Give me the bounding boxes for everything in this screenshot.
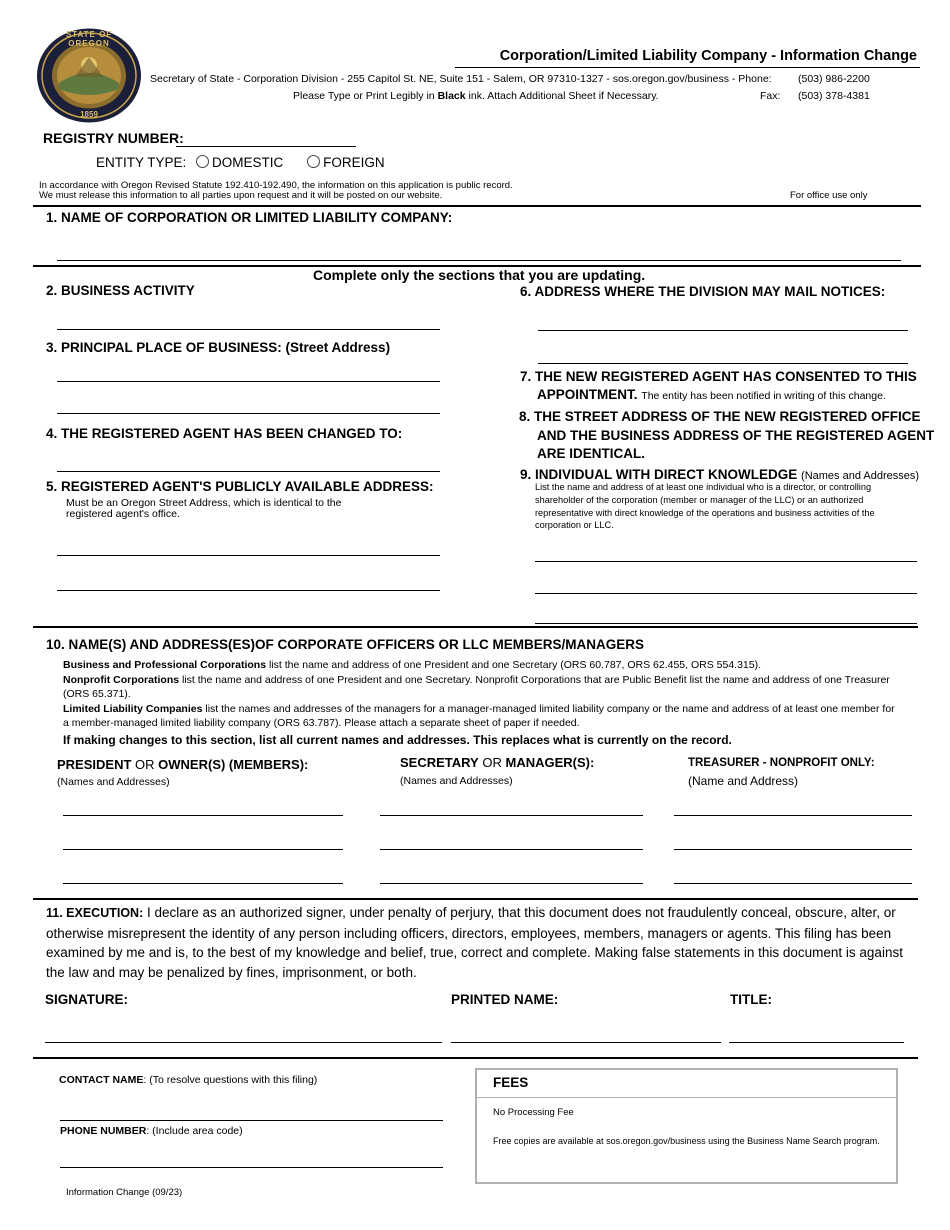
bp-instruction bbox=[63, 658, 898, 673]
contact-name-field[interactable] bbox=[60, 1120, 443, 1121]
execution-text: I declare as an authorized signer, under penalty of perjury, that this document does not fraudulently conceal, obscure, alter, or otherwise misrepresent the identity of any person including officers, directors, employees, members, managers or agents. This filing has been examined by me and is, to the best of my knowledge and belief, true, correct and complete. Making false statements in this document is against the law and may be penalized by fines, imprisonment, or both. bbox=[46, 905, 903, 980]
president-sub: (Names and Addresses) bbox=[57, 776, 170, 788]
llc-text: list the names and addresses of the managers for a manager-managed limited liability company or the name and address of at least one member for a member-managed limited liability company (ORS 63.787). Please attach a separate sheet of paper if needed. bbox=[63, 702, 895, 729]
managers-label: MANAGER(S): bbox=[505, 755, 595, 770]
section-8-line-1: 8. THE STREET ADDRESS OF THE NEW REGISTERED OFFICE bbox=[519, 409, 921, 424]
public-record-notice-2: We must release this information to all parties upon request and it will be posted on our website. bbox=[39, 190, 443, 201]
section-2-heading: 2. BUSINESS ACTIVITY bbox=[46, 283, 195, 298]
fees-free-copies: Free copies are available at sos.oregon.gov/business using the Business Name Search program. bbox=[493, 1136, 880, 1146]
phone-number-note: : (Include area code) bbox=[146, 1125, 243, 1137]
section-1-heading: 1. NAME OF CORPORATION OR LIMITED LIABILITY COMPANY: bbox=[46, 210, 453, 225]
entity-type-label: ENTITY TYPE: bbox=[96, 155, 187, 170]
foreign-radio[interactable] bbox=[307, 155, 320, 168]
secretary-or: OR bbox=[482, 755, 502, 770]
bp-bold: Business and Professional Corporations bbox=[63, 659, 267, 671]
divider bbox=[33, 205, 921, 207]
secretary-line-3[interactable] bbox=[380, 883, 643, 884]
fees-title: FEES bbox=[477, 1070, 896, 1098]
president-line-1[interactable] bbox=[63, 815, 343, 816]
secretary-label: SECRETARY bbox=[400, 755, 479, 770]
treasurer-line-2[interactable] bbox=[674, 849, 912, 850]
direct-knowledge-line-2[interactable] bbox=[535, 593, 917, 594]
section-9-heading bbox=[520, 467, 919, 482]
np-bold: Nonprofit Corporations bbox=[63, 673, 180, 686]
bp-text: list the name and address of one President and one Secretary (ORS 60.787, ORS 62.455, ORS 554.315). bbox=[268, 659, 762, 671]
contact-name-bold: CONTACT NAME bbox=[59, 1074, 144, 1086]
section-9-note: List the name and address of at least one individual who is a director, or controlling shareholder of the corporation (member or manager of the LLC) or an authorized representative with direct knowledge of the operations and business activities of the corporation or LLC. bbox=[535, 482, 875, 531]
fees-box bbox=[475, 1068, 898, 1184]
president-line-2[interactable] bbox=[63, 849, 343, 850]
principal-address-line-2[interactable] bbox=[57, 413, 440, 414]
section-7-line-2 bbox=[537, 387, 886, 402]
section-7-appointment: APPOINTMENT. bbox=[537, 387, 638, 402]
owners-label: OWNER(S) (MEMBERS): bbox=[158, 757, 309, 772]
section-5-heading: 5. REGISTERED AGENT'S PUBLICLY AVAILABLE ADDRESS: bbox=[46, 479, 434, 494]
office-use-label: For office use only bbox=[790, 190, 868, 201]
section-8-line-3: ARE IDENTICAL. bbox=[537, 446, 645, 461]
instructions-pre: Please Type or Print Legibly in bbox=[293, 90, 435, 102]
domestic-radio[interactable] bbox=[196, 155, 209, 168]
phone-number-label bbox=[60, 1125, 243, 1138]
secretary-line-2[interactable] bbox=[380, 849, 643, 850]
treasurer-sub: (Name and Address) bbox=[688, 774, 799, 788]
section-7-line-1: 7. THE NEW REGISTERED AGENT HAS CONSENTED TO THIS bbox=[520, 369, 917, 384]
division-address: Secretary of State - Corporation Division - 255 Capitol St. NE, Suite 151 - Salem, OR 97310-1327 - sos.oregon.gov/business - Phone: bbox=[150, 73, 772, 85]
title-rule bbox=[455, 67, 920, 68]
complete-only-note: Complete only the sections that you are updating. bbox=[313, 267, 646, 283]
section-4-heading: 4. THE REGISTERED AGENT HAS BEEN CHANGED TO: bbox=[46, 426, 403, 441]
principal-address-line-1[interactable] bbox=[57, 381, 440, 382]
section-10-warning: If making changes to this section, list all current names and addresses. This replaces what is currently on the record. bbox=[63, 733, 732, 747]
public-record-notice-1: In accordance with Oregon Revised Statute 192.410-192.490, the information on this application is public record. bbox=[39, 180, 513, 191]
print-instructions bbox=[293, 90, 659, 103]
secretary-column-header bbox=[400, 755, 594, 770]
form-footer-id: Information Change (09/23) bbox=[66, 1187, 183, 1198]
entity-type-row bbox=[96, 155, 385, 170]
treasurer-line-3[interactable] bbox=[674, 883, 912, 884]
divider bbox=[33, 1057, 918, 1059]
section-8-line-2: AND THE BUSINESS ADDRESS OF THE REGISTERED AGENT bbox=[537, 428, 935, 443]
registered-agent-field[interactable] bbox=[57, 471, 440, 472]
seal-text: STATE OF OREGON bbox=[65, 30, 113, 48]
instructions-bold: Black bbox=[437, 90, 466, 102]
fax-label: Fax: bbox=[760, 90, 781, 102]
fees-no-processing: No Processing Fee bbox=[493, 1107, 574, 1118]
domestic-option[interactable] bbox=[196, 155, 283, 170]
seal-year: 1859 bbox=[80, 110, 98, 119]
phone-number: (503) 986-2200 bbox=[798, 73, 870, 85]
secretary-line-1[interactable] bbox=[380, 815, 643, 816]
mailing-address-line-2[interactable] bbox=[538, 363, 908, 364]
divider bbox=[33, 898, 918, 900]
president-column-header bbox=[57, 757, 308, 772]
fax-number: (503) 378-4381 bbox=[798, 90, 870, 102]
printed-name-label: PRINTED NAME: bbox=[451, 992, 559, 1007]
title-label: TITLE: bbox=[730, 992, 772, 1007]
np-instruction bbox=[63, 673, 898, 702]
signature-field[interactable] bbox=[45, 1042, 442, 1043]
signature-label: SIGNATURE: bbox=[45, 992, 128, 1007]
company-name-field[interactable] bbox=[57, 260, 901, 261]
contact-name-label bbox=[59, 1074, 317, 1087]
section-7-note: The entity has been notified in writing of this change. bbox=[641, 390, 886, 402]
agent-address-line-2[interactable] bbox=[57, 590, 440, 591]
secretary-sub: (Names and Addresses) bbox=[400, 775, 513, 787]
instructions-post: ink. Attach Additional Sheet if Necessary. bbox=[468, 90, 659, 102]
np-text: list the name and address of one President and one Secretary. Nonprofit Corporations that are Public Benefit list the name and address of one Treasurer (ORS 65.371). bbox=[63, 673, 890, 700]
llc-instruction bbox=[63, 702, 898, 731]
section-10-instructions bbox=[63, 658, 898, 731]
printed-name-field[interactable] bbox=[451, 1042, 721, 1043]
title-field[interactable] bbox=[729, 1042, 904, 1043]
direct-knowledge-line-1[interactable] bbox=[535, 561, 917, 562]
section-3-heading: 3. PRINCIPAL PLACE OF BUSINESS: (Street Address) bbox=[46, 340, 391, 355]
section-5-note: Must be an Oregon Street Address, which is identical to the registered agent's office. bbox=[66, 497, 342, 520]
mailing-address-line-1[interactable] bbox=[538, 330, 908, 331]
form-title: Corporation/Limited Liability Company - Information Change bbox=[499, 48, 917, 64]
llc-bold: Limited Liability Companies bbox=[63, 702, 203, 715]
treasurer-line-1[interactable] bbox=[674, 815, 912, 816]
foreign-option[interactable] bbox=[307, 155, 385, 170]
president-line-3[interactable] bbox=[63, 883, 343, 884]
section-6-heading: 6. ADDRESS WHERE THE DIVISION MAY MAIL NOTICES: bbox=[520, 284, 886, 299]
phone-number-field[interactable] bbox=[60, 1167, 443, 1168]
agent-address-line-1[interactable] bbox=[57, 555, 440, 556]
contact-name-note: : (To resolve questions with this filing) bbox=[143, 1074, 318, 1086]
president-label: PRESIDENT bbox=[57, 757, 132, 772]
business-activity-field[interactable] bbox=[57, 329, 440, 330]
phone-number-bold: PHONE NUMBER bbox=[60, 1125, 147, 1137]
section-9-title: 9. INDIVIDUAL WITH DIRECT KNOWLEDGE bbox=[520, 467, 798, 482]
treasurer-column-header: TREASURER - NONPROFIT ONLY: bbox=[688, 757, 875, 769]
execution-statement bbox=[46, 903, 906, 982]
president-or: OR bbox=[135, 757, 155, 772]
execution-label: 11. EXECUTION: bbox=[46, 906, 144, 920]
section-9-paren: (Names and Addresses) bbox=[801, 470, 920, 482]
registry-number-field[interactable] bbox=[176, 146, 356, 147]
direct-knowledge-line-3[interactable] bbox=[535, 623, 917, 624]
foreign-label: FOREIGN bbox=[323, 155, 385, 170]
registry-number-label: REGISTRY NUMBER: bbox=[43, 130, 184, 146]
section-10-heading: 10. NAME(S) AND ADDRESS(ES)OF CORPORATE OFFICERS OR LLC MEMBERS/MANAGERS bbox=[46, 637, 645, 652]
divider bbox=[33, 626, 918, 628]
domestic-label: DOMESTIC bbox=[212, 155, 284, 170]
